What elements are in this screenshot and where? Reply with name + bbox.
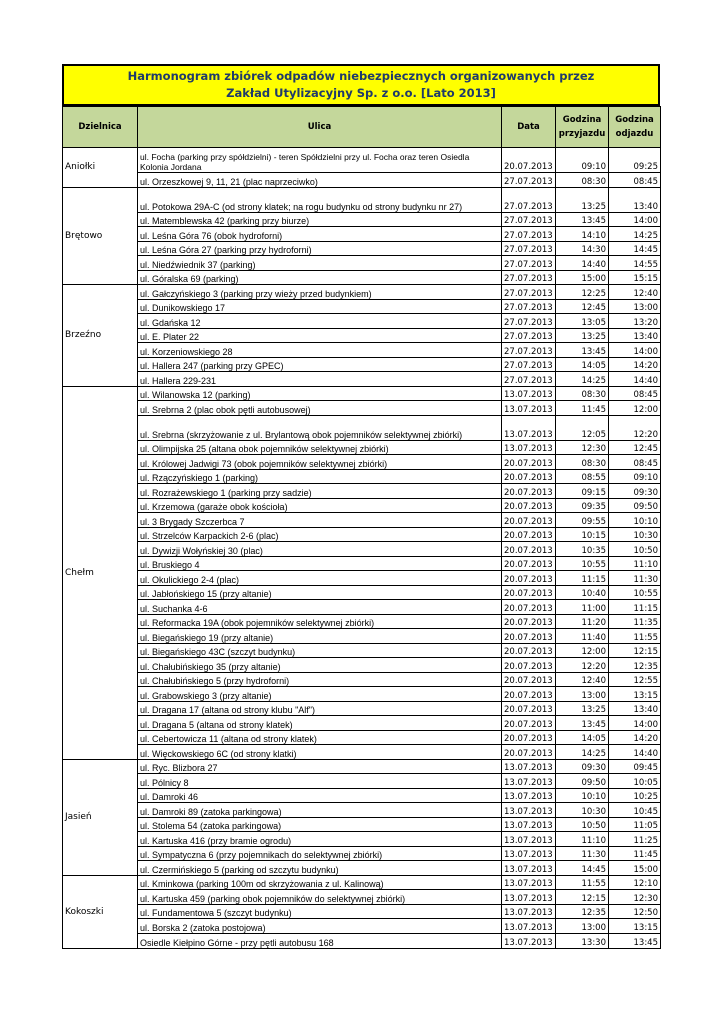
table-row <box>63 241 661 256</box>
arrival-time-cell: 12:00 <box>556 643 609 658</box>
table-row <box>63 658 661 673</box>
departure-time-cell: 14:00 <box>609 716 661 731</box>
table-row <box>63 730 661 745</box>
table-row <box>63 832 661 847</box>
arrival-time-cell: 12:20 <box>556 658 609 673</box>
table-row <box>63 455 661 470</box>
date-cell: 20.07.2013 <box>502 542 556 557</box>
arrival-time-cell: 09:10 <box>556 148 609 173</box>
arrival-time-cell: 12:40 <box>556 672 609 687</box>
table-row <box>63 415 661 440</box>
arrival-time-cell: 12:05 <box>556 415 609 440</box>
arrival-time-cell: 11:15 <box>556 571 609 586</box>
arrival-time-cell: 11:00 <box>556 600 609 615</box>
date-cell: 13.07.2013 <box>502 890 556 905</box>
date-cell: 27.07.2013 <box>502 357 556 372</box>
arrival-time-cell: 12:45 <box>556 299 609 314</box>
table-row <box>63 256 661 271</box>
departure-time-cell: 14:20 <box>609 357 661 372</box>
arrival-time-cell: 13:30 <box>556 933 609 948</box>
arrival-time-cell: 08:30 <box>556 173 609 188</box>
departure-time-cell: 12:45 <box>609 440 661 455</box>
table-row <box>63 788 661 803</box>
departure-time-cell: 09:50 <box>609 498 661 513</box>
departure-time-cell: 10:05 <box>609 774 661 789</box>
arrival-time-cell: 09:55 <box>556 513 609 528</box>
date-cell: 27.07.2013 <box>502 187 556 212</box>
date-cell: 13.07.2013 <box>502 875 556 890</box>
district-cell: Brzeźno <box>63 285 138 387</box>
street-cell: ul. Cebertowicza 11 (altana od strony klatek) <box>138 730 502 745</box>
departure-time-cell: 13:40 <box>609 701 661 716</box>
street-cell: ul. Reformacka 19A (obok pojemników selektywnej zbiórki) <box>138 614 502 629</box>
departure-time-cell: 11:30 <box>609 571 661 586</box>
arrival-time-cell: 10:10 <box>556 788 609 803</box>
street-cell: ul. Chałubińskiego 35 (przy altanie) <box>138 658 502 673</box>
table-row <box>63 212 661 227</box>
date-cell: 20.07.2013 <box>502 643 556 658</box>
date-cell: 27.07.2013 <box>502 212 556 227</box>
table-row <box>63 187 661 212</box>
date-cell: 27.07.2013 <box>502 372 556 387</box>
street-cell: ul. Niedźwiednik 37 (parking) <box>138 256 502 271</box>
street-cell: ul. Wilanowska 12 (parking) <box>138 386 502 401</box>
table-row <box>63 270 661 285</box>
table-row <box>63 933 661 948</box>
date-cell: 13.07.2013 <box>502 803 556 818</box>
table-row <box>63 299 661 314</box>
departure-time-cell: 08:45 <box>609 455 661 470</box>
departure-time-cell: 12:35 <box>609 658 661 673</box>
departure-time-cell: 10:10 <box>609 513 661 528</box>
arrival-time-cell: 08:30 <box>556 386 609 401</box>
table-row <box>63 890 661 905</box>
table-row <box>63 173 661 188</box>
departure-time-cell: 10:25 <box>609 788 661 803</box>
header-departure-line-1: Godzina <box>615 115 654 125</box>
table-row <box>63 285 661 300</box>
date-cell: 13.07.2013 <box>502 440 556 455</box>
departure-time-cell: 08:45 <box>609 386 661 401</box>
arrival-time-cell: 10:15 <box>556 527 609 542</box>
departure-time-cell: 10:30 <box>609 527 661 542</box>
date-cell: 13.07.2013 <box>502 788 556 803</box>
departure-time-cell: 11:45 <box>609 846 661 861</box>
arrival-time-cell: 13:05 <box>556 314 609 329</box>
arrival-time-cell: 13:45 <box>556 212 609 227</box>
departure-time-cell: 14:40 <box>609 745 661 760</box>
departure-time-cell: 14:25 <box>609 227 661 242</box>
departure-time-cell: 15:15 <box>609 270 661 285</box>
schedule-sheet <box>62 64 660 949</box>
street-cell: ul. Dragana 17 (altana od strony klubu "Alf") <box>138 701 502 716</box>
date-cell: 20.07.2013 <box>502 556 556 571</box>
table-row <box>63 372 661 387</box>
date-cell: 27.07.2013 <box>502 343 556 358</box>
arrival-time-cell: 09:50 <box>556 774 609 789</box>
street-cell: ul. Dywizji Wołyńskiej 30 (plac) <box>138 542 502 557</box>
table-row <box>63 498 661 513</box>
date-cell: 20.07.2013 <box>502 148 556 173</box>
date-cell: 20.07.2013 <box>502 730 556 745</box>
arrival-time-cell: 13:45 <box>556 343 609 358</box>
arrival-time-cell: 08:30 <box>556 455 609 470</box>
street-cell: ul. Bruskiego 4 <box>138 556 502 571</box>
table-row <box>63 846 661 861</box>
arrival-time-cell: 14:05 <box>556 730 609 745</box>
date-cell: 27.07.2013 <box>502 173 556 188</box>
arrival-time-cell: 11:40 <box>556 629 609 644</box>
departure-time-cell: 12:10 <box>609 875 661 890</box>
district-cell: Kokoszki <box>63 875 138 948</box>
street-cell: ul. Kminkowa (parking 100m od skrzyżowania z ul. Kalinową) <box>138 875 502 890</box>
arrival-time-cell: 10:50 <box>556 817 609 832</box>
street-cell: ul. Grabowskiego 3 (przy altanie) <box>138 687 502 702</box>
date-cell: 20.07.2013 <box>502 513 556 528</box>
departure-time-cell: 10:45 <box>609 803 661 818</box>
arrival-time-cell: 13:45 <box>556 716 609 731</box>
departure-time-cell: 11:55 <box>609 629 661 644</box>
date-cell: 13.07.2013 <box>502 774 556 789</box>
arrival-time-cell: 11:55 <box>556 875 609 890</box>
date-cell: 20.07.2013 <box>502 527 556 542</box>
table-row <box>63 585 661 600</box>
street-cell: ul. Czermińskiego 5 (parking od szczytu budynku) <box>138 861 502 876</box>
departure-time-cell: 11:35 <box>609 614 661 629</box>
street-cell: ul. Królowej Jadwigi 73 (obok pojemników selektywnej zbiórki) <box>138 455 502 470</box>
departure-time-cell: 12:30 <box>609 890 661 905</box>
street-cell: ul. Suchanka 4-6 <box>138 600 502 615</box>
date-cell: 27.07.2013 <box>502 227 556 242</box>
table-row <box>63 401 661 416</box>
header-street: Ulica <box>138 107 502 148</box>
arrival-time-cell: 10:40 <box>556 585 609 600</box>
departure-time-cell: 14:55 <box>609 256 661 271</box>
table-row <box>63 513 661 528</box>
arrival-time-cell: 14:30 <box>556 241 609 256</box>
date-cell: 27.07.2013 <box>502 270 556 285</box>
header-date: Data <box>502 107 556 148</box>
table-row <box>63 861 661 876</box>
arrival-time-cell: 12:25 <box>556 285 609 300</box>
departure-time-cell: 14:40 <box>609 372 661 387</box>
date-cell: 13.07.2013 <box>502 861 556 876</box>
header-departure-line-2: odjazdu <box>615 129 654 139</box>
street-cell: ul. Olimpijska 25 (altana obok pojemników selektywnej zbiórki) <box>138 440 502 455</box>
district-cell: Brętowo <box>63 187 138 285</box>
street-cell: ul. Strzelców Karpackich 2-6 (plac) <box>138 527 502 542</box>
table-row <box>63 803 661 818</box>
table-row <box>63 687 661 702</box>
table-row <box>63 527 661 542</box>
date-cell: 20.07.2013 <box>502 600 556 615</box>
table-row <box>63 571 661 586</box>
departure-time-cell: 12:15 <box>609 643 661 658</box>
table-row <box>63 148 661 173</box>
table-row <box>63 614 661 629</box>
arrival-time-cell: 10:55 <box>556 556 609 571</box>
table-row <box>63 314 661 329</box>
street-cell: ul. 3 Brygady Szczerbca 7 <box>138 513 502 528</box>
departure-time-cell: 12:20 <box>609 415 661 440</box>
date-cell: 20.07.2013 <box>502 484 556 499</box>
date-cell: 13.07.2013 <box>502 817 556 832</box>
table-row <box>63 629 661 644</box>
departure-time-cell: 10:50 <box>609 542 661 557</box>
departure-time-cell: 11:10 <box>609 556 661 571</box>
departure-time-cell: 09:25 <box>609 148 661 173</box>
street-cell: ul. E. Plater 22 <box>138 328 502 343</box>
date-cell: 20.07.2013 <box>502 469 556 484</box>
table-row <box>63 386 661 401</box>
date-cell: 20.07.2013 <box>502 455 556 470</box>
departure-time-cell: 12:55 <box>609 672 661 687</box>
date-cell: 27.07.2013 <box>502 256 556 271</box>
date-cell: 13.07.2013 <box>502 386 556 401</box>
departure-time-cell: 11:15 <box>609 600 661 615</box>
table-row <box>63 469 661 484</box>
arrival-time-cell: 10:30 <box>556 803 609 818</box>
departure-time-cell: 13:40 <box>609 187 661 212</box>
arrival-time-cell: 12:35 <box>556 904 609 919</box>
departure-time-cell: 15:00 <box>609 861 661 876</box>
table-row <box>63 759 661 774</box>
arrival-time-cell: 12:15 <box>556 890 609 905</box>
street-cell: ul. Orzeszkowej 9, 11, 21 (plac naprzeciwko) <box>138 173 502 188</box>
table-row <box>63 919 661 934</box>
arrival-time-cell: 13:25 <box>556 701 609 716</box>
date-cell: 20.07.2013 <box>502 745 556 760</box>
street-cell: ul. Rzączyńskiego 1 (parking) <box>138 469 502 484</box>
date-cell: 27.07.2013 <box>502 285 556 300</box>
header-arrival-line-2: przyjazdu <box>558 129 606 139</box>
table-row <box>63 745 661 760</box>
street-cell: ul. Srebrna 2 (plac obok pętli autobusowej) <box>138 401 502 416</box>
departure-time-cell: 14:00 <box>609 343 661 358</box>
street-cell: ul. Więckowskiego 6C (od strony klatki) <box>138 745 502 760</box>
street-cell: ul. Damroki 89 (zatoka parkingowa) <box>138 803 502 818</box>
departure-time-cell: 14:45 <box>609 241 661 256</box>
date-cell: 20.07.2013 <box>502 629 556 644</box>
departure-time-cell: 14:20 <box>609 730 661 745</box>
departure-time-cell: 11:25 <box>609 832 661 847</box>
departure-time-cell: 09:10 <box>609 469 661 484</box>
table-row <box>63 227 661 242</box>
table-row <box>63 904 661 919</box>
street-cell: ul. Góralska 69 (parking) <box>138 270 502 285</box>
street-cell: ul. Gdańska 12 <box>138 314 502 329</box>
arrival-time-cell: 14:10 <box>556 227 609 242</box>
table-row <box>63 357 661 372</box>
street-cell: ul. Dunikowskiego 17 <box>138 299 502 314</box>
date-cell: 20.07.2013 <box>502 585 556 600</box>
street-cell: ul. Chałubińskiego 5 (przy hydroforni) <box>138 672 502 687</box>
arrival-time-cell: 13:25 <box>556 187 609 212</box>
header-row <box>63 107 661 148</box>
date-cell: 20.07.2013 <box>502 614 556 629</box>
street-cell: ul. Kartuska 416 (przy bramie ogrodu) <box>138 832 502 847</box>
departure-time-cell: 12:40 <box>609 285 661 300</box>
table-row <box>63 343 661 358</box>
arrival-time-cell: 14:05 <box>556 357 609 372</box>
arrival-time-cell: 12:30 <box>556 440 609 455</box>
district-cell: Aniołki <box>63 148 138 188</box>
table-row <box>63 440 661 455</box>
street-cell: ul. Damroki 46 <box>138 788 502 803</box>
date-cell: 13.07.2013 <box>502 846 556 861</box>
date-cell: 13.07.2013 <box>502 904 556 919</box>
street-cell: ul. Korzeniowskiego 28 <box>138 343 502 358</box>
street-cell: ul. Dragana 5 (altana od strony klatek) <box>138 716 502 731</box>
header-arrival-line-1: Godzina <box>562 115 602 125</box>
header-arrival <box>556 107 609 148</box>
date-cell: 20.07.2013 <box>502 716 556 731</box>
street-cell: ul. Krzemowa (garaże obok kościoła) <box>138 498 502 513</box>
district-cell: Chełm <box>63 386 138 759</box>
departure-time-cell: 13:45 <box>609 933 661 948</box>
date-cell: 27.07.2013 <box>502 241 556 256</box>
street-cell: ul. Focha (parking przy spółdzielni) - teren Spółdzielni przy ul. Focha oraz teren Osiedla Kolonia Jordana <box>138 148 502 173</box>
date-cell: 27.07.2013 <box>502 299 556 314</box>
arrival-time-cell: 13:25 <box>556 328 609 343</box>
date-cell: 13.07.2013 <box>502 415 556 440</box>
arrival-time-cell: 11:20 <box>556 614 609 629</box>
arrival-time-cell: 10:35 <box>556 542 609 557</box>
street-cell: ul. Stolema 54 (zatoka parkingowa) <box>138 817 502 832</box>
street-cell: ul. Leśna Góra 76 (obok hydroforni) <box>138 227 502 242</box>
title-line-1: Harmonogram zbiórek odpadów niebezpiecznych organizowanych przez <box>127 69 595 83</box>
street-cell: ul. Potokowa 29A-C (od strony klatek; na rogu budynku od strony budynku nr 27) <box>138 187 502 212</box>
schedule-table <box>62 106 661 949</box>
date-cell: 13.07.2013 <box>502 933 556 948</box>
date-cell: 20.07.2013 <box>502 498 556 513</box>
street-cell: ul. Okulickiego 2-4 (plac) <box>138 571 502 586</box>
departure-time-cell: 13:20 <box>609 314 661 329</box>
street-cell: ul. Leśna Góra 27 (parking przy hydroforni) <box>138 241 502 256</box>
table-row <box>63 542 661 557</box>
departure-time-cell: 09:30 <box>609 484 661 499</box>
street-cell: ul. Ryc. Blizbora 27 <box>138 759 502 774</box>
table-row <box>63 716 661 731</box>
arrival-time-cell: 11:10 <box>556 832 609 847</box>
street-cell: ul. Fundamentowa 5 (szczyt budynku) <box>138 904 502 919</box>
table-row <box>63 875 661 890</box>
departure-time-cell: 10:55 <box>609 585 661 600</box>
table-row <box>63 600 661 615</box>
street-cell: ul. Biegańskiego 43C (szczyt budynku) <box>138 643 502 658</box>
street-cell: ul. Sympatyczna 6 (przy pojemnikach do selektywnej zbiórki) <box>138 846 502 861</box>
arrival-time-cell: 11:30 <box>556 846 609 861</box>
arrival-time-cell: 11:45 <box>556 401 609 416</box>
departure-time-cell: 12:50 <box>609 904 661 919</box>
table-row <box>63 328 661 343</box>
departure-time-cell: 12:00 <box>609 401 661 416</box>
street-cell: ul. Rozrażewskiego 1 (parking przy sadzie) <box>138 484 502 499</box>
date-cell: 13.07.2013 <box>502 919 556 934</box>
street-cell: ul. Borska 2 (zatoka postojowa) <box>138 919 502 934</box>
table-row <box>63 701 661 716</box>
arrival-time-cell: 15:00 <box>556 270 609 285</box>
departure-time-cell: 13:15 <box>609 919 661 934</box>
title-banner <box>62 64 660 106</box>
date-cell: 13.07.2013 <box>502 401 556 416</box>
header-district: Dzielnica <box>63 107 138 148</box>
date-cell: 20.07.2013 <box>502 571 556 586</box>
arrival-time-cell: 09:35 <box>556 498 609 513</box>
arrival-time-cell: 13:00 <box>556 687 609 702</box>
departure-time-cell: 08:45 <box>609 173 661 188</box>
arrival-time-cell: 09:30 <box>556 759 609 774</box>
departure-time-cell: 14:00 <box>609 212 661 227</box>
arrival-time-cell: 14:25 <box>556 745 609 760</box>
date-cell: 13.07.2013 <box>502 759 556 774</box>
departure-time-cell: 11:05 <box>609 817 661 832</box>
title-line-2: Zakład Utylizacyjny Sp. z o.o. [Lato 2013] <box>226 86 496 100</box>
street-cell: ul. Hallera 247 (parking przy GPEC) <box>138 357 502 372</box>
street-cell: ul. Hallera 229-231 <box>138 372 502 387</box>
street-cell: ul. Pólnicy 8 <box>138 774 502 789</box>
date-cell: 20.07.2013 <box>502 658 556 673</box>
departure-time-cell: 09:45 <box>609 759 661 774</box>
arrival-time-cell: 14:45 <box>556 861 609 876</box>
departure-time-cell: 13:15 <box>609 687 661 702</box>
date-cell: 20.07.2013 <box>502 687 556 702</box>
street-cell: ul. Biegańskiego 19 (przy altanie) <box>138 629 502 644</box>
date-cell: 20.07.2013 <box>502 701 556 716</box>
table-row <box>63 672 661 687</box>
date-cell: 27.07.2013 <box>502 314 556 329</box>
arrival-time-cell: 14:25 <box>556 372 609 387</box>
departure-time-cell: 13:00 <box>609 299 661 314</box>
header-departure <box>609 107 661 148</box>
date-cell: 20.07.2013 <box>502 672 556 687</box>
table-row <box>63 556 661 571</box>
street-cell: ul. Jabłońskiego 15 (przy altanie) <box>138 585 502 600</box>
table-row <box>63 817 661 832</box>
street-cell: ul. Srebrna (skrzyżowanie z ul. Brylantową obok pojemników selektywnej zbiórki) <box>138 415 502 440</box>
date-cell: 13.07.2013 <box>502 832 556 847</box>
table-row <box>63 484 661 499</box>
date-cell: 27.07.2013 <box>502 328 556 343</box>
table-row <box>63 643 661 658</box>
street-cell: ul. Matemblewska 42 (parking przy biurze) <box>138 212 502 227</box>
table-row <box>63 774 661 789</box>
street-cell: ul. Gałczyńskiego 3 (parking przy wieży przed budynkiem) <box>138 285 502 300</box>
arrival-time-cell: 13:00 <box>556 919 609 934</box>
arrival-time-cell: 08:55 <box>556 469 609 484</box>
district-cell: Jasień <box>63 759 138 875</box>
schedule-body <box>63 148 661 949</box>
departure-time-cell: 13:40 <box>609 328 661 343</box>
street-cell: Osiedle Kiełpino Górne - przy pętli autobusu 168 <box>138 933 502 948</box>
street-cell: ul. Kartuska 459 (parking obok pojemników do selektywnej zbiórki) <box>138 890 502 905</box>
arrival-time-cell: 09:15 <box>556 484 609 499</box>
arrival-time-cell: 14:40 <box>556 256 609 271</box>
